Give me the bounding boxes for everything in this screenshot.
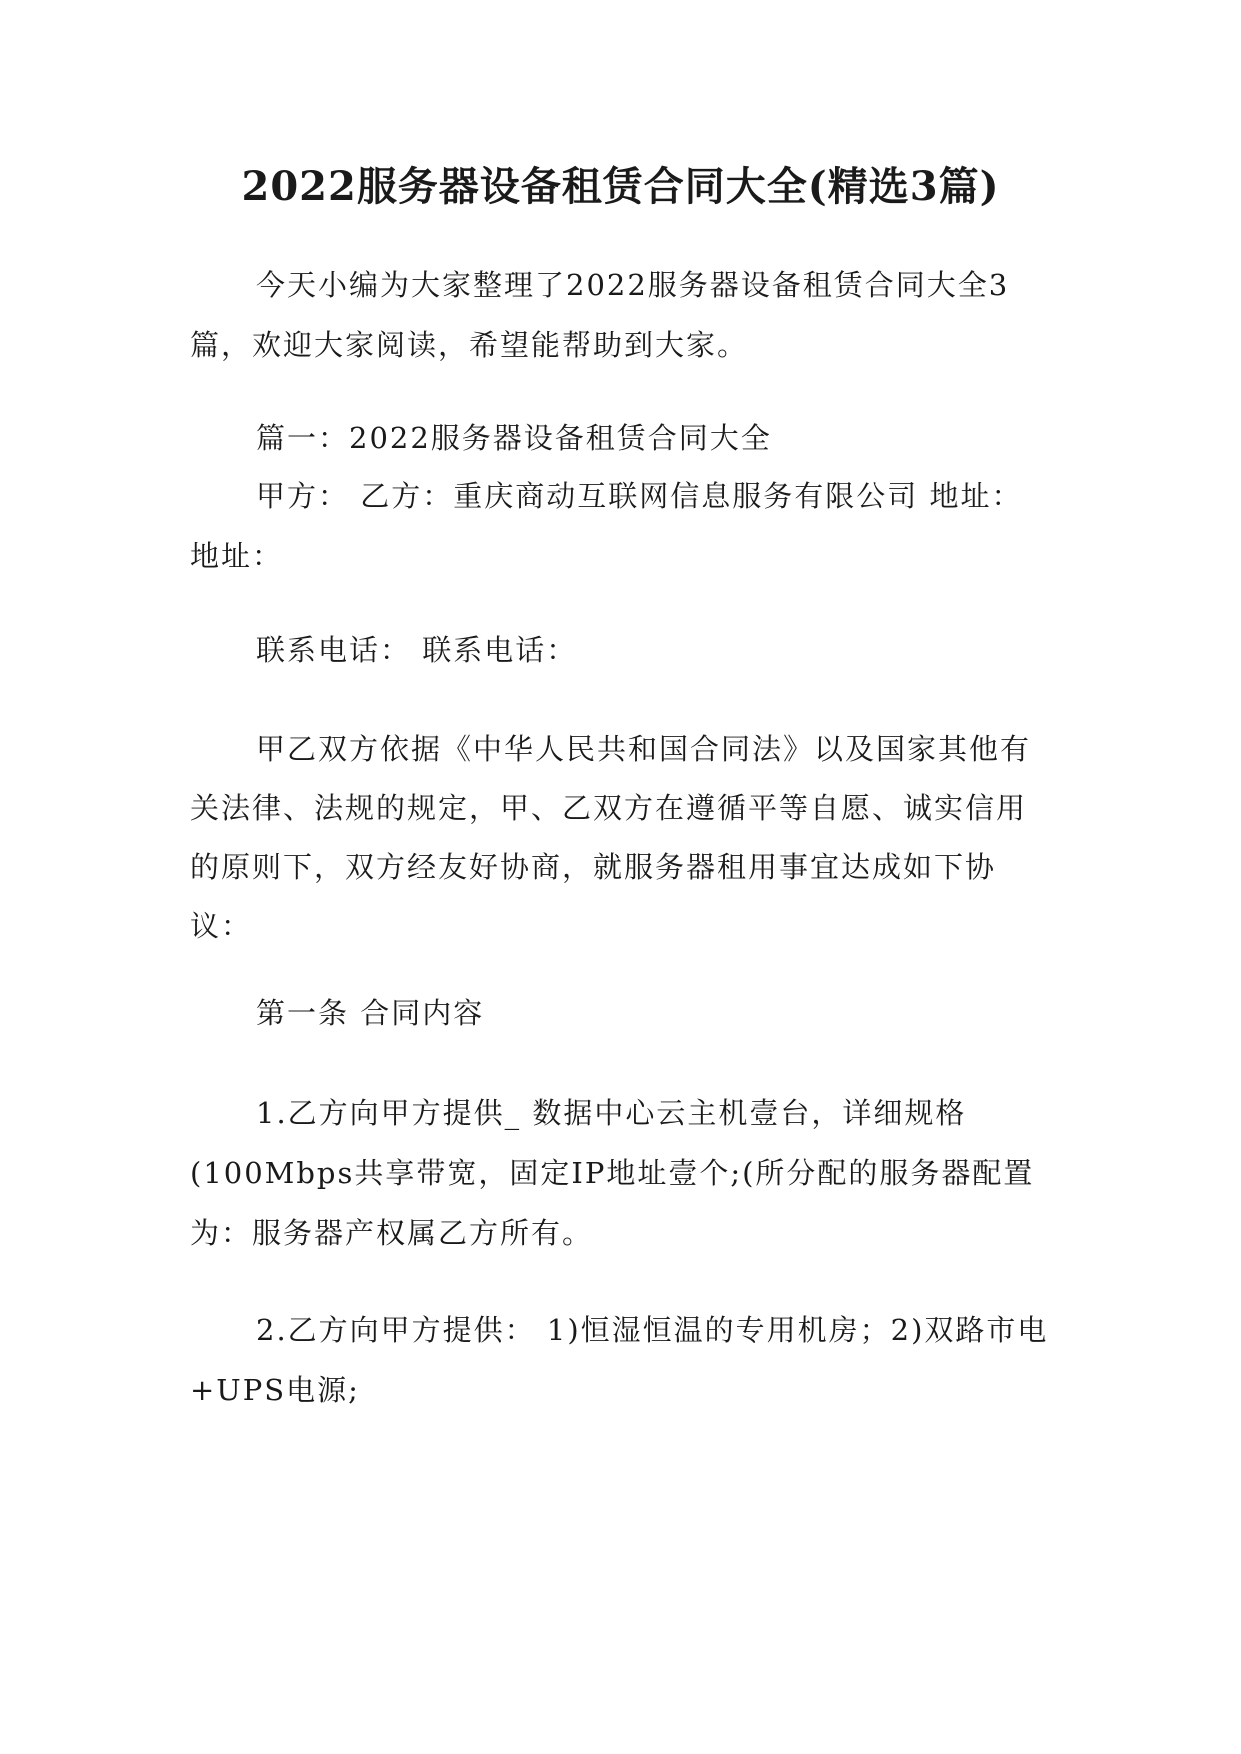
intro-paragraph: 今天小编为大家整理了2022服务器设备租赁合同大全3篇，欢迎大家阅读，希望能帮助到大家。	[190, 268, 1010, 362]
article-one-heading: 第一条 合同内容	[256, 996, 485, 1030]
document-title: 2022服务器设备租赁合同大全(精选3篇)	[241, 163, 1000, 210]
clause-1-paragraph: 1.乙方向甲方提供_ 数据中心云主机壹台，详细规格(100Mbps共享带宽，固定IP地址壹个;(所分配的服务器配置为：服务器产权属乙方所有。	[190, 1096, 1035, 1250]
clause-2-paragraph: 2.乙方向甲方提供： 1)恒湿恒温的专用机房；2)双路市电+UPS电源;	[190, 1313, 1049, 1407]
parties-paragraph: 甲方： 乙方：重庆商动互联网信息服务有限公司 地址：地址：	[190, 479, 1023, 573]
preamble-paragraph: 甲乙双方依据《中华人民共和国合同法》以及国家其他有关法律、法规的规定，甲、乙双方在遵循平等自愿、诚实信用的原则下，双方经友好协商，就服务器租用事宜达成如下协议：	[190, 732, 1032, 943]
section-heading-1: 篇一：2022服务器设备租赁合同大全	[256, 421, 772, 455]
contact-paragraph: 联系电话： 联系电话：	[256, 633, 578, 667]
